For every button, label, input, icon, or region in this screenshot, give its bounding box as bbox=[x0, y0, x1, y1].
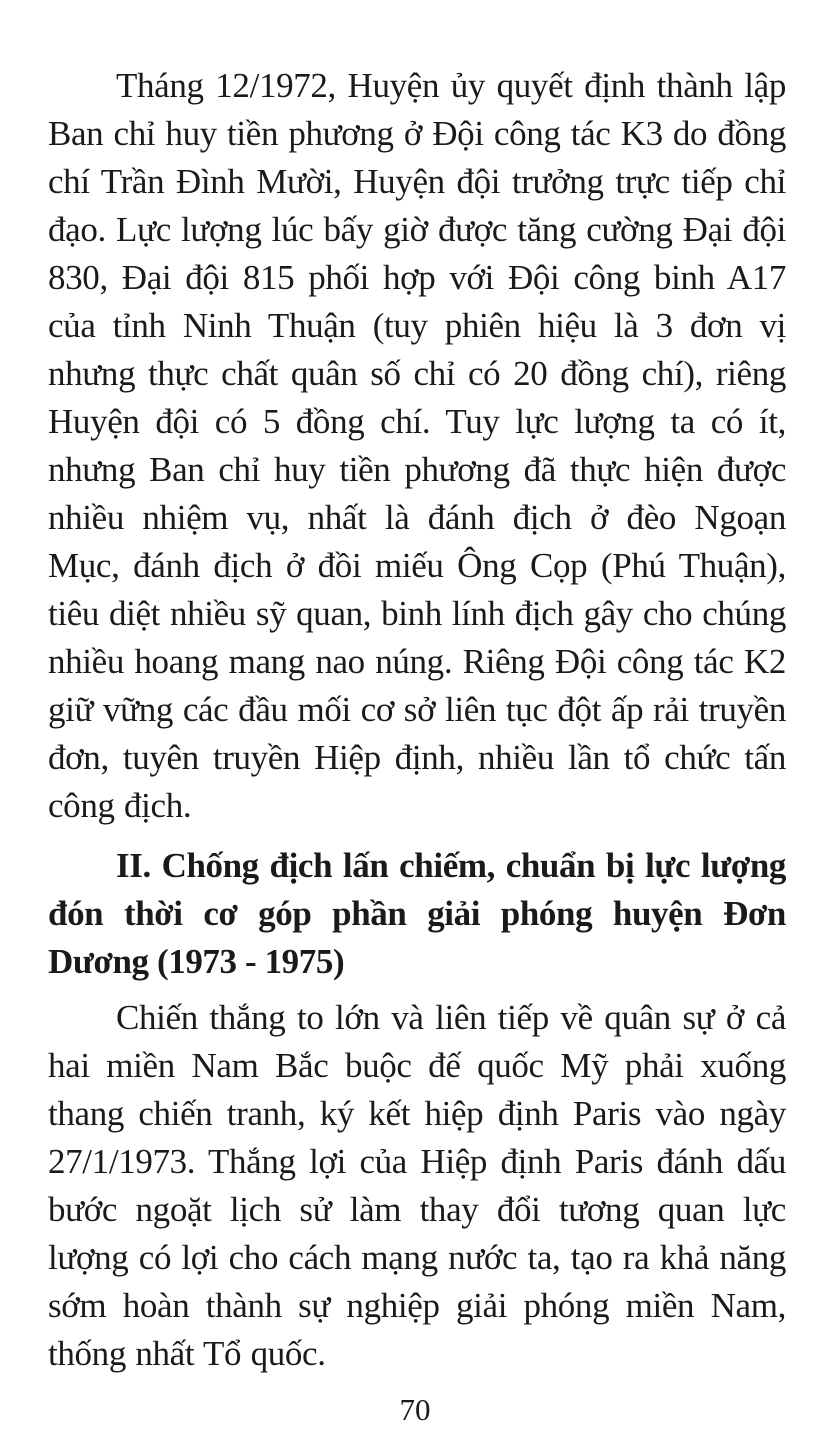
page-number: 70 bbox=[399, 1392, 431, 1427]
body-paragraph: Chiến thắng to lớn và liên tiếp về quân sự ở cả hai miền Nam Bắc buộc đế quốc Mỹ phải xuống thang chiến tranh, ký kết hiệp định Paris vào ngày 27/1/1973. Thắng lợi của Hiệp định Paris đánh dấu bước ngoặt lịch sử làm thay đổi tương quan lực lượng có lợi cho cách mạng nước ta, tạo ra khả năng sớm hoàn thành sự nghiệp giải phóng miền Nam, thống nhất Tổ quốc. bbox=[48, 998, 786, 1373]
body-paragraph: Tháng 12/1972, Huyện ủy quyết định thành lập Ban chỉ huy tiền phương ở Đội công tác K3 do đồng chí Trần Đình Mười, Huyện đội trưởng trực tiếp chỉ đạo. Lực lượng lúc bấy giờ được tăng cường Đại đội 830, Đại đội 815 phối hợp với Đội công binh A17 của tỉnh Ninh Thuận (tuy phiên hiệu là 3 đơn vị nhưng thực chất quân số chỉ có 20 đồng chí), riêng Huyện đội có 5 đồng chí. Tuy lực lượng ta có ít, nhưng Ban chỉ huy tiền phương đã thực hiện được nhiều nhiệm vụ, nhất là đánh địch ở đèo Ngoạn Mục, đánh địch ở đồi miếu Ông Cọp (Phú Thuận), tiêu diệt nhiều sỹ quan, binh lính địch gây cho chúng nhiều hoang mang nao núng. Riêng Đội công tác K2 giữ vững các đầu mối cơ sở liên tục đột ấp rải truyền đơn, tuyên truyền Hiệp định, nhiều lần tổ chức tấn công địch. bbox=[48, 66, 786, 825]
section-heading: II. Chống địch lấn chiếm, chuẩn bị lực lượng đón thời cơ góp phần giải phóng huyện Đơn Dương (1973 - 1975) bbox=[48, 846, 786, 981]
page-body bbox=[48, 62, 786, 1378]
